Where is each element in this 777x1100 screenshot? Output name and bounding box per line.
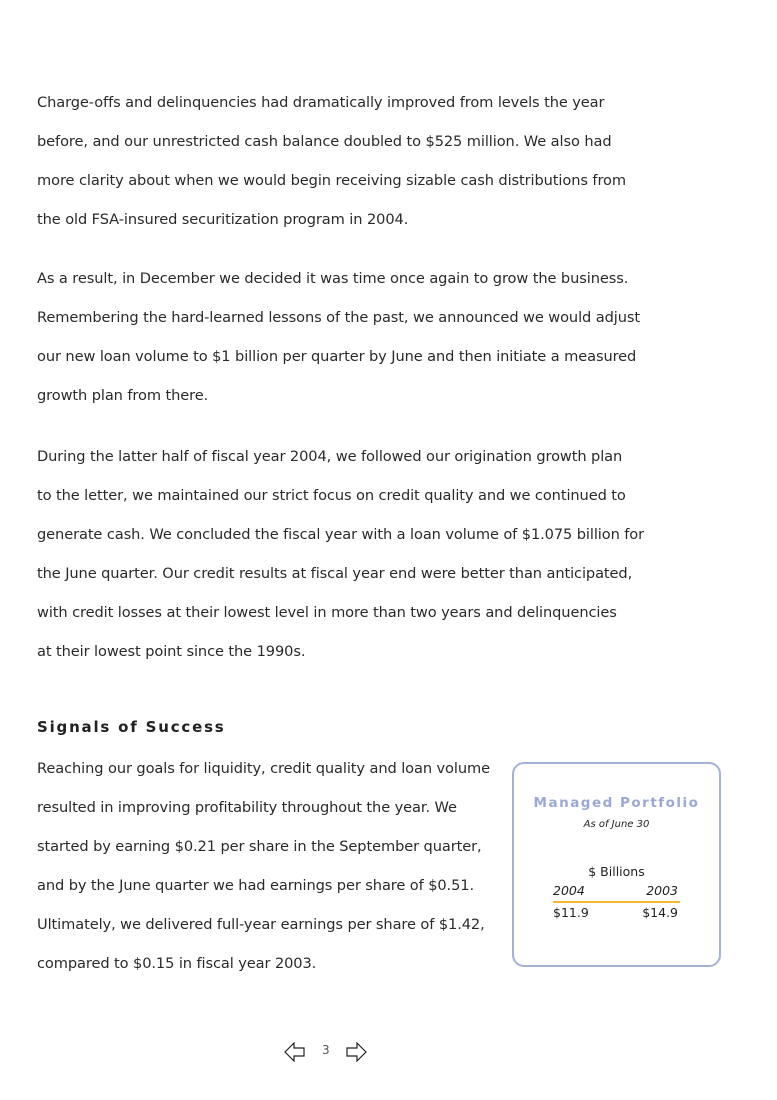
text-line: Charge-offs and delinquencies had dramatically improved from levels the year (37, 94, 605, 111)
text-line: with credit losses at their lowest level in more than two years and delinquencies (37, 604, 617, 621)
text-line: and by the June quarter we had earnings per share of $0.51. (37, 877, 475, 894)
value-2004: $11.9 (553, 905, 589, 920)
text-line: more clarity about when we would begin receiving sizable cash distributions from (37, 172, 626, 189)
text-line: compared to $0.15 in fiscal year 2003. (37, 955, 317, 972)
text-line: to the letter, we maintained our strict focus on credit quality and we continued to (37, 487, 626, 504)
value-2003: $14.9 (642, 905, 678, 920)
paragraph-2 (37, 259, 640, 415)
text-line: before, and our unrestricted cash balance doubled to $525 million. We also had (37, 133, 612, 150)
right-arrow-icon (345, 1042, 367, 1062)
section-heading: Signals of Success (37, 718, 226, 736)
text-line: Remembering the hard-learned lessons of the past, we announced we would adjust (37, 309, 640, 326)
box-subtitle: As of June 30 (583, 819, 650, 830)
managed-portfolio-box (512, 762, 721, 967)
text-line: the old FSA-insured securitization program in 2004. (37, 211, 409, 228)
text-line: at their lowest point since the 1990s. (37, 643, 306, 660)
text-line: Ultimately, we delivered full-year earnings per share of $1.42, (37, 916, 485, 933)
text-line: resulted in improving profitability throughout the year. We (37, 799, 457, 816)
left-arrow-icon (284, 1042, 306, 1062)
text-line: generate cash. We concluded the fiscal year with a loan volume of $1.075 billion for (37, 526, 645, 543)
year-2003: 2003 (646, 883, 678, 898)
text-line: growth plan from there. (37, 387, 209, 404)
text-line: Reaching our goals for liquidity, credit quality and loan volume (37, 760, 490, 777)
divider-rule (553, 901, 680, 903)
paragraph-4 (37, 749, 490, 983)
year-2004: 2004 (553, 883, 585, 898)
page-number: 3 (322, 1043, 330, 1057)
box-title: Managed Portfolio (533, 795, 700, 811)
paragraph-3 (37, 437, 644, 671)
paragraph-1 (37, 83, 626, 239)
text-line: the June quarter. Our credit results at fiscal year end were better than anticipated, (37, 565, 633, 582)
previous-page-button[interactable] (284, 1042, 306, 1066)
text-line: During the latter half of fiscal year 2004, we followed our origination growth plan (37, 448, 623, 465)
box-units: $ Billions (588, 864, 645, 879)
text-line: As a result, in December we decided it was time once again to grow the business. (37, 270, 629, 287)
text-line: started by earning $0.21 per share in the September quarter, (37, 838, 482, 855)
next-page-button[interactable] (345, 1042, 367, 1066)
text-line: our new loan volume to $1 billion per quarter by June and then initiate a measured (37, 348, 637, 365)
